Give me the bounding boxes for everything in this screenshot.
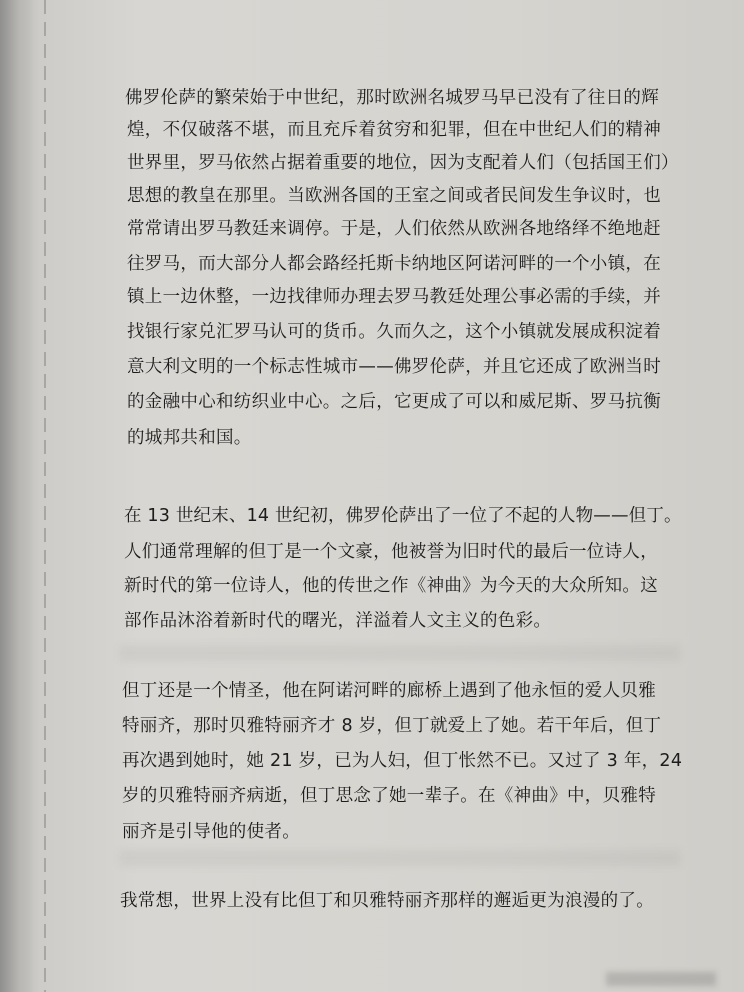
- text-line: 在 13 世纪末、14 世纪初，佛罗伦萨出了一位了不起的人物——但丁。: [124, 506, 682, 526]
- text-line: 往罗马，而大部分人都会路经托斯卡纳地区阿诺河畔的一个小镇，在: [127, 254, 661, 274]
- text-line: 佛罗伦萨的繁荣始于中世纪，那时欧洲名城罗马早已没有了往日的辉: [125, 88, 659, 108]
- text-line: 丽齐是引导他的使者。: [122, 822, 300, 842]
- text-line: 新时代的第一位诗人，他的传世之作《神曲》为今天的大众所知。这: [124, 576, 658, 596]
- text-line: 的金融中心和纺织业中心。之后，它更成了可以和威尼斯、罗马抗衡: [127, 392, 661, 412]
- text-line: 部作品沐浴着新时代的曙光，洋溢着人文主义的色彩。: [124, 611, 552, 631]
- text-line: 但丁还是一个情圣，他在阿诺河畔的廊桥上遇到了他永恒的爱人贝雅: [122, 681, 656, 701]
- text-line: 思想的教皇在那里。当欧洲各国的王室之间或者民间发生争议时，也: [127, 186, 661, 206]
- text-line: 岁的贝雅特丽齐病逝，但丁思念了她一辈子。在《神曲》中，贝雅特: [122, 786, 656, 806]
- text-line: 特丽齐，那时贝雅特丽齐才 8 岁，但丁就爱上了她。若干年后，但丁: [122, 716, 662, 736]
- text-line: 常常请出罗马教廷来调停。于是，人们依然从欧洲各地络绎不绝地赶: [127, 219, 661, 239]
- text-line: 我常想，世界上没有比但丁和贝雅特丽齐那样的邂逅更为浪漫的了。: [120, 891, 654, 911]
- text-line: 世界里，罗马依然占据着重要的地位，因为支配着人们（包括国王们）: [127, 153, 679, 173]
- text-line: 人们通常理解的但丁是一个文豪，他被誉为旧时代的最后一位诗人，: [124, 542, 658, 562]
- text-line: 镇上一边休整，一边找律师办理去罗马教廷处理公事必需的手续，并: [127, 287, 661, 307]
- bottom-edge-mark: [606, 972, 716, 986]
- text-line: 煌，不仅破落不堪，而且充斥着贫穷和犯罪，但在中世纪人们的精神: [127, 120, 661, 140]
- text-line: 再次遇到她时，她 21 岁，已为人妇，但丁怅然不已。又过了 3 年，24: [122, 751, 683, 771]
- text-line: 意大利文明的一个标志性城市——佛罗伦萨，并且它还成了欧洲当时: [127, 357, 661, 377]
- text-line: 找银行家兑汇罗马认可的货币。久而久之，这个小镇就发展成积淀着: [127, 322, 661, 342]
- text-line: 的城邦共和国。: [127, 428, 252, 448]
